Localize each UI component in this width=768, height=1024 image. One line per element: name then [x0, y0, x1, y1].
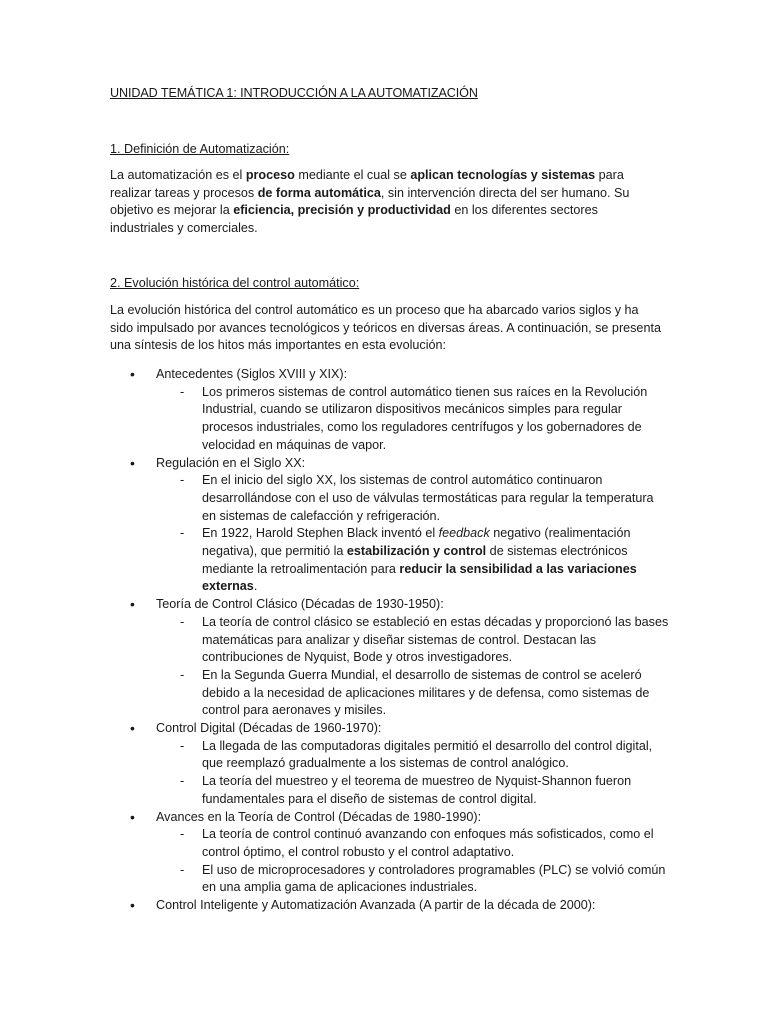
bullet-icon: • — [130, 720, 135, 737]
detail-text: La teoría de control clásico se estableció en estas décadas y proporcionó las bases matemáticas para analizar y diseñar sistemas de control. Destacan las contribuciones de Nyquist, Bode y otros investigadores. — [202, 614, 669, 665]
text-run: de sistemas electrónicos mediante la retroalimentación para — [202, 544, 628, 576]
text-run: , sin intervención directa del ser humano. Su objetivo es mejorar la — [110, 185, 630, 218]
section-heading-definition: 1. Definición de Automatización: — [110, 142, 290, 156]
italic-run: feedback — [438, 526, 490, 541]
detail-text — [202, 526, 637, 593]
text-run: para realizar tareas y procesos — [110, 168, 624, 200]
era-details-list — [156, 826, 670, 897]
era-detail-item — [156, 773, 670, 808]
dash-icon: - — [180, 473, 185, 488]
era-label: Avances en la Teoría de Control (Décadas de 1980-1990): — [156, 809, 482, 824]
bullet-icon: • — [130, 366, 135, 382]
timeline-era-item — [110, 455, 670, 597]
evolution-intro-paragraph: La evolución histórica del control automático es un proceso que ha abarcado varios siglos y ha sido impulsado por avances tecnológicos y teóricos en diversas áreas. A continuación, se presenta una síntesis de los hitos más importantes en esta evolución: — [110, 303, 661, 353]
bold-run: aplican tecnologías y sistemas — [410, 168, 596, 182]
bullet-icon: • — [130, 808, 135, 825]
dash-icon: - — [180, 667, 185, 682]
detail-text: En el inicio del siglo XX, los sistemas de control automático continuaron desarrollándose con el uso de válvulas termostáticas para regular la temperatura en sistemas de calefacción y refrigeración. — [202, 473, 654, 523]
timeline-era-item — [110, 366, 670, 455]
dash-icon: - — [180, 738, 185, 753]
era-label: Control Inteligente y Automatización Avanzada (A partir de la década de 2000): — [156, 898, 596, 913]
dash-icon: - — [180, 384, 185, 399]
era-detail-item — [156, 862, 670, 897]
bold-run: de forma automática — [257, 185, 381, 200]
bullet-icon: • — [130, 596, 135, 613]
text-run: La automatización es el — [110, 168, 246, 182]
era-detail-item — [156, 614, 670, 667]
dash-icon: - — [180, 862, 185, 877]
era-label: Regulación en el Siglo XX: — [156, 455, 306, 470]
detail-text: La teoría del muestreo y el teorema de muestreo de Nyquist-Shannon fueron fundamentales para el diseño de sistemas de control digital. — [202, 774, 632, 806]
evolution-timeline-list — [110, 366, 670, 915]
detail-text: La llegada de las computadoras digitales permitió el desarrollo del control digital, que reemplazó gradualmente a los sistemas de control analógico. — [202, 738, 653, 771]
text-run: mediante el cual se — [294, 168, 411, 182]
detail-text: El uso de microprocesadores y controladores programables (PLC) se volvió común en una amplia gama de aplicaciones industriales. — [202, 862, 666, 895]
text-run: . — [253, 579, 258, 594]
text-run: en los diferentes sectores industriales y comerciales. — [110, 203, 598, 236]
timeline-era-item — [110, 596, 670, 720]
bold-run: reducir la sensibilidad a las variaciones externas — [202, 561, 637, 594]
detail-text: En la Segunda Guerra Mundial, el desarrollo de sistemas de control se aceleró debido a la necesidad de aplicaciones militares y de defensa, como sistemas de control para aeronaves y misiles. — [202, 667, 650, 718]
era-label: Teoría de Control Clásico (Décadas de 1930-1950): — [156, 597, 444, 612]
era-details-list — [156, 384, 670, 455]
era-detail-item — [156, 826, 670, 861]
bold-run: estabilización y control — [346, 544, 487, 559]
era-detail-item — [156, 738, 670, 773]
bullet-icon: • — [130, 454, 135, 471]
dash-icon: - — [180, 827, 185, 842]
bold-run: proceso — [245, 168, 295, 182]
text-run: En 1922, Harold Stephen Black inventó el — [202, 526, 439, 541]
era-detail-item — [156, 667, 670, 720]
era-detail-item — [156, 384, 670, 455]
definition-paragraph — [110, 167, 662, 238]
document-title: UNIDAD TEMÁTICA 1: INTRODUCCIÓN A LA AUTOMATIZACIÓN — [110, 86, 478, 100]
dash-icon: - — [180, 774, 185, 789]
bullet-icon: • — [130, 897, 135, 914]
dash-icon: - — [180, 614, 185, 629]
detail-text: Los primeros sistemas de control automático tienen sus raíces en la Revolución Industrial, cuando se utilizaron dispositivos mecánicos simples para regular procesos industriales, como los reguladores centrífugos y los gobernadores de velocidad en máquinas de vapor. — [202, 384, 648, 452]
era-label: Control Digital (Décadas de 1960-1970): — [156, 721, 382, 736]
era-details-list — [156, 472, 670, 596]
text-run: negativo (realimentación negativa), que permitió la — [202, 526, 631, 559]
era-detail-item — [156, 525, 670, 596]
era-label: Antecedentes (Siglos XVIII y XIX): — [156, 367, 348, 381]
timeline-era-item — [110, 720, 670, 809]
era-details-list — [156, 614, 670, 720]
section-heading-evolution: 2. Evolución histórica del control automático: — [110, 276, 360, 290]
timeline-era-item — [110, 809, 670, 898]
bold-run: eficiencia, precisión y productividad — [233, 203, 451, 218]
detail-text: La teoría de control continuó avanzando con enfoques más sofisticados, como el control óptimo, el control robusto y el control adaptativo. — [202, 827, 654, 859]
timeline-era-item — [110, 897, 670, 915]
era-details-list — [156, 738, 670, 809]
dash-icon: - — [180, 526, 185, 541]
era-detail-item — [156, 472, 670, 525]
